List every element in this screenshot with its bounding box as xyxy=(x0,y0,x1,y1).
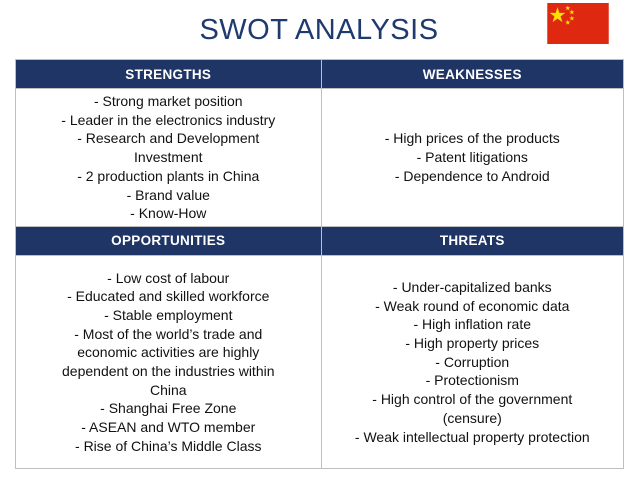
list-item: - Brand value xyxy=(126,186,210,203)
threats-list xyxy=(322,278,623,446)
opportunities-list xyxy=(16,269,321,456)
threats-header: THREATS xyxy=(321,226,623,255)
list-item: - High control of the government xyxy=(372,391,573,408)
list-item: - Low cost of labour xyxy=(107,269,230,286)
list-item: - Stable employment xyxy=(104,306,233,323)
list-item: - Most of the world’s trade and xyxy=(74,325,263,342)
list-item: - High prices of the products xyxy=(384,130,560,147)
list-item: economic activities are highly xyxy=(77,344,260,361)
list-item: - Corruption xyxy=(435,353,510,370)
list-item: - Weak round of economic data xyxy=(375,297,570,314)
list-item: - Weak intellectual property protection xyxy=(354,428,590,445)
list-item: (censure) xyxy=(442,409,502,426)
list-item: - Leader in the electronics industry xyxy=(61,111,276,128)
list-item: - High property prices xyxy=(405,334,540,351)
china-flag-icon xyxy=(547,3,609,44)
list-item: - Patent litigations xyxy=(416,149,528,166)
page-title: SWOT ANALYSIS xyxy=(199,14,439,46)
list-item: - High inflation rate xyxy=(413,316,532,333)
list-item: - Research and Development xyxy=(77,130,260,147)
weaknesses-list xyxy=(322,129,623,185)
strengths-cell xyxy=(16,89,322,227)
strengths-list xyxy=(16,92,321,223)
opportunities-cell xyxy=(16,256,322,469)
list-item: - Know-How xyxy=(130,205,207,222)
weaknesses-cell xyxy=(321,89,623,227)
list-item: - Dependence to Android xyxy=(394,167,550,184)
list-item: - 2 production plants in China xyxy=(77,167,260,184)
list-item: - Educated and skilled workforce xyxy=(67,288,270,305)
list-item: dependent on the industries within xyxy=(62,363,275,380)
strengths-header: STRENGTHS xyxy=(16,60,322,89)
list-item: - Rise of China’s Middle Class xyxy=(75,437,262,454)
list-item: Investment xyxy=(134,149,203,166)
list-item: - Under-capitalized banks xyxy=(392,278,552,295)
opportunities-header: OPPORTUNITIES xyxy=(16,226,322,255)
list-item: - Shanghai Free Zone xyxy=(100,400,237,417)
weaknesses-header: WEAKNESSES xyxy=(321,60,623,89)
threats-cell xyxy=(321,256,623,469)
list-item: - Protectionism xyxy=(425,372,519,389)
swot-table xyxy=(15,59,624,469)
list-item: - ASEAN and WTO member xyxy=(81,419,256,436)
list-item: China xyxy=(149,381,187,398)
list-item: - Strong market position xyxy=(93,93,243,110)
